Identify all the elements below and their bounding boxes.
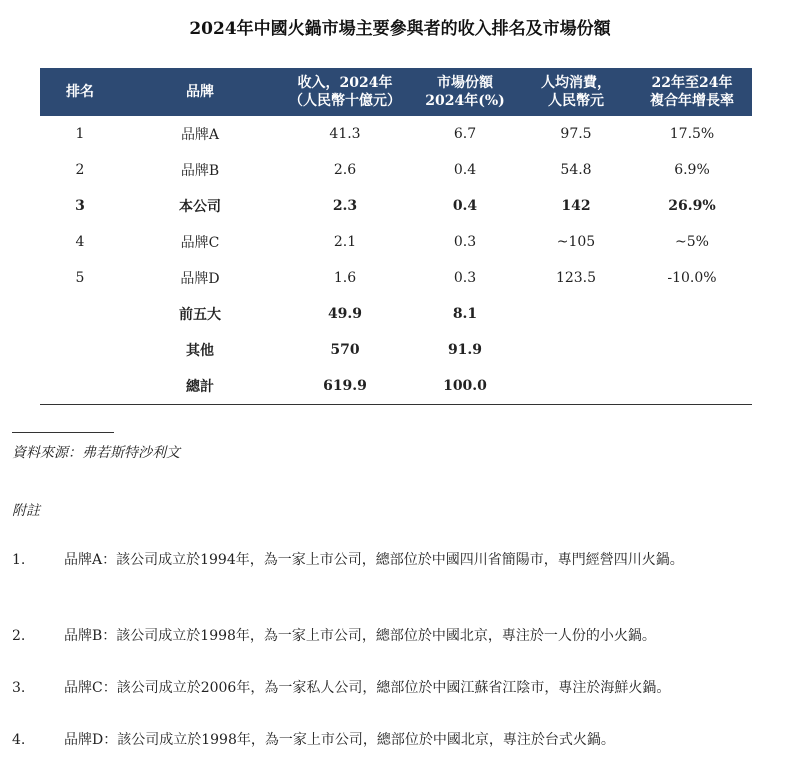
notes-heading: 附註 xyxy=(12,503,40,519)
page-title: 2024年中國火鍋市場主要參與者的收入排名及市場份額 xyxy=(189,19,611,39)
cell-share: 0.4 xyxy=(453,162,477,178)
note-text: 品牌D：該公司成立於1998年，為一家上市公司，總部位於中國北京，專注於台式火鍋。 xyxy=(64,732,615,748)
note-number: 1. xyxy=(12,552,26,568)
header-revenue: 收入，2024年 （人民幣十億元） xyxy=(280,68,410,116)
header-per-capita-spending: 人均消費， 人民幣元 xyxy=(520,68,632,116)
table-row-total xyxy=(40,368,752,405)
note-number: 3. xyxy=(12,680,26,696)
cell-revenue: 570 xyxy=(330,342,360,358)
cell-share: 6.7 xyxy=(453,126,477,142)
source-divider xyxy=(12,432,114,433)
cell-share: 0.3 xyxy=(453,234,477,250)
cell-revenue: 2.3 xyxy=(332,198,358,214)
cell-share: 91.9 xyxy=(447,342,483,358)
table-header-row xyxy=(40,68,752,116)
cell-spending: ~105 xyxy=(556,234,596,250)
table-row-company xyxy=(40,188,752,224)
table-row-others xyxy=(40,332,752,368)
table-row xyxy=(40,224,752,260)
cell-rank: 1 xyxy=(75,126,85,142)
cell-spending xyxy=(520,296,632,332)
market-share-table xyxy=(40,68,752,405)
cell-spending: 142 xyxy=(561,198,591,214)
cell-spending xyxy=(520,368,632,405)
note-number: 2. xyxy=(12,628,26,644)
cell-spending xyxy=(520,332,632,368)
cell-brand: 品牌C xyxy=(180,235,220,251)
cell-revenue: 2.1 xyxy=(333,234,357,250)
note-text: 品牌A：該公司成立於1994年，為一家上市公司，總部位於中國四川省簡陽市，專門經營四川火鍋。 xyxy=(64,552,684,568)
cell-brand: 前五大 xyxy=(179,307,221,323)
cell-brand: 品牌B xyxy=(180,163,220,179)
cell-brand: 總計 xyxy=(120,368,280,405)
cell-rank: 2 xyxy=(75,162,85,178)
cell-rank: 5 xyxy=(75,270,85,286)
source-note: 資料來源：弗若斯特沙利文 xyxy=(12,445,180,461)
cell-cagr: 17.5% xyxy=(669,126,715,142)
cell-cagr xyxy=(632,332,752,368)
header-market-share: 市場份額 2024年(%) xyxy=(410,68,520,116)
cell-rank xyxy=(40,368,120,405)
cell-brand: 其他 xyxy=(186,343,214,359)
cell-revenue: 41.3 xyxy=(329,126,361,142)
cell-spending: 123.5 xyxy=(555,270,597,286)
cell-rank: 4 xyxy=(75,234,85,250)
cell-rank xyxy=(40,332,120,368)
cell-spending: 97.5 xyxy=(560,126,592,142)
table-row xyxy=(40,116,752,152)
cell-share: 0.3 xyxy=(453,270,477,286)
table-row-top-five xyxy=(40,296,752,332)
cell-cagr xyxy=(632,296,752,332)
cell-brand: 品牌D xyxy=(180,271,220,287)
cell-revenue: 49.9 xyxy=(327,306,363,322)
cell-share: 0.4 xyxy=(452,198,478,214)
cell-rank xyxy=(40,296,120,332)
cell-cagr: -10.0% xyxy=(667,270,717,286)
cell-revenue: 619.9 xyxy=(280,368,410,405)
cell-share: 8.1 xyxy=(452,306,478,322)
note-text: 品牌C：該公司成立於2006年，為一家私人公司，總部位於中國江蘇省江陰市，專注於海鮮火鍋。 xyxy=(64,680,671,696)
cell-revenue: 2.6 xyxy=(333,162,357,178)
header-cagr: 22年至24年 複合年增長率 xyxy=(632,68,752,116)
cell-cagr: 6.9% xyxy=(674,162,710,178)
cell-revenue: 1.6 xyxy=(333,270,357,286)
table-row xyxy=(40,260,752,296)
cell-cagr: ~5% xyxy=(675,234,709,250)
cell-brand: 本公司 xyxy=(179,199,221,215)
header-rank: 排名 xyxy=(40,68,120,116)
table-row xyxy=(40,152,752,188)
cell-brand: 品牌A xyxy=(180,127,220,143)
note-text: 品牌B：該公司成立於1998年，為一家上市公司，總部位於中國北京，專注於一人份的小火鍋。 xyxy=(64,628,656,644)
cell-share: 100.0 xyxy=(410,368,520,405)
cell-spending: 54.8 xyxy=(560,162,592,178)
cell-rank: 3 xyxy=(75,198,85,214)
cell-cagr xyxy=(632,368,752,405)
cell-cagr: 26.9% xyxy=(668,198,716,214)
header-brand: 品牌 xyxy=(120,68,280,116)
note-number: 4. xyxy=(12,732,26,748)
